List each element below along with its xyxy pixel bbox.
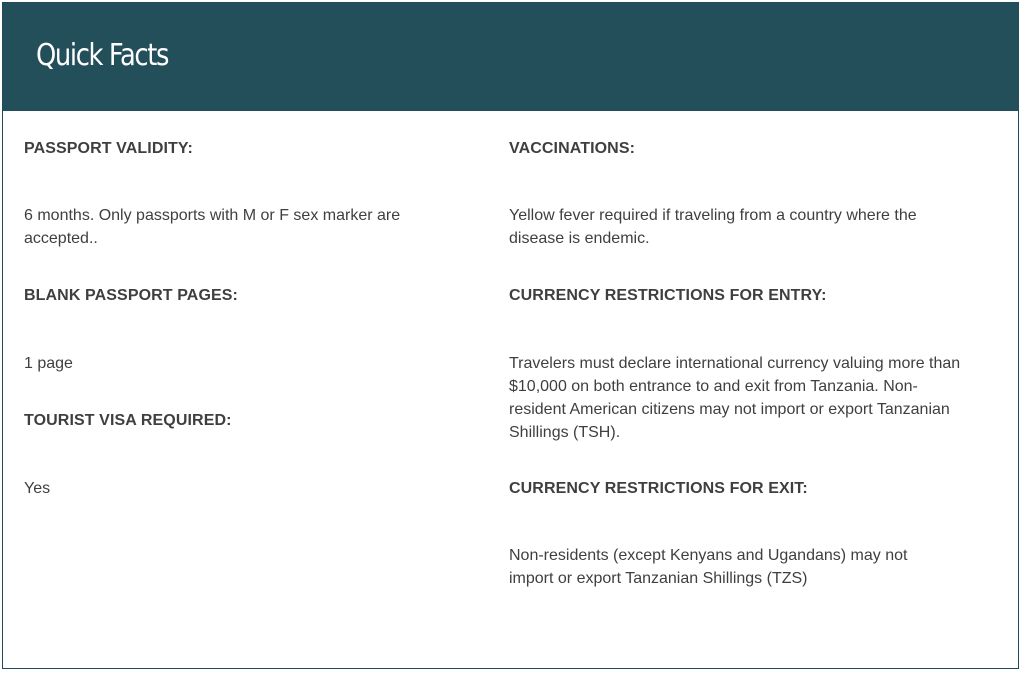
currency-entry-value: Travelers must declare international currency valuing more than $10,000 on both entrance to and exit from Tanzania. Non-resident American citizens may not import or export Tanzanian Shillings (TSH).	[509, 355, 961, 441]
currency-entry-label: CURRENCY RESTRICTIONS FOR ENTRY:	[509, 287, 827, 304]
passport-validity-value: 6 months. Only passports with M or F sex marker are accepted..	[24, 207, 401, 247]
card-title: Quick Facts	[36, 38, 169, 73]
card-header	[3, 3, 1018, 111]
blank-passport-pages-label: BLANK PASSPORT PAGES:	[24, 287, 238, 304]
currency-exit-label: CURRENCY RESTRICTIONS FOR EXIT:	[509, 480, 808, 497]
tourist-visa-required-value: Yes	[24, 480, 51, 497]
quick-facts-card	[2, 2, 1019, 669]
tourist-visa-required-label: TOURIST VISA REQUIRED:	[24, 412, 232, 429]
passport-validity-label: PASSPORT VALIDITY:	[24, 140, 193, 157]
vaccinations-value: Yellow fever required if traveling from a country where the disease is endemic.	[509, 207, 917, 247]
blank-passport-pages-value: 1 page	[24, 355, 73, 372]
currency-exit-value: Non-residents (except Kenyans and Ugandans) may not import or export Tanzanian Shillings (TZS)	[509, 547, 908, 587]
vaccinations-label: VACCINATIONS:	[509, 140, 636, 157]
